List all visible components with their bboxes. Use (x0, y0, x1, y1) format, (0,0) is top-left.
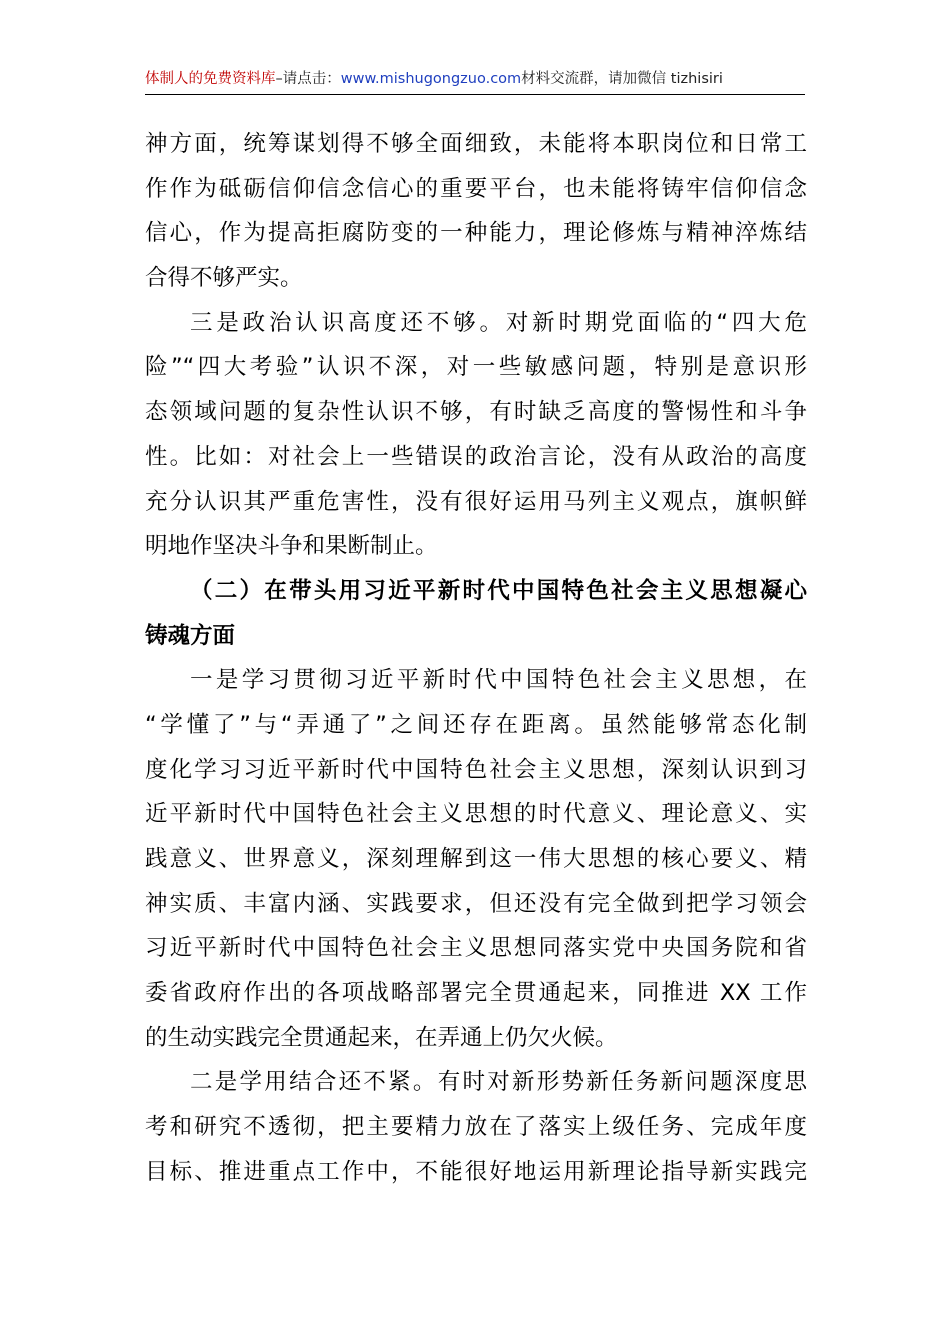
paragraph-line: 近平新时代中国特色社会主义思想的时代意义、理论意义、实 (145, 801, 807, 828)
paragraph-line: 神方面，统筹谋划得不够全面细致，未能将本职岗位和日常工 (145, 131, 807, 157)
document-body (145, 122, 807, 1195)
paragraph-line: 三是政治认识高度还不够。对新时期党面临的“四大危 (190, 309, 807, 336)
paragraph-line: 性。比如：对社会上一些错误的政治言论，没有从政治的高度 (145, 443, 807, 470)
paragraph-line: 信心，作为提高拒腐防变的一种能力，理论修炼与精神淬炼结 (145, 220, 807, 247)
paragraph-line: 合得不够严实。 (145, 265, 303, 292)
paragraph-line: 险”“四大考验”认识不深，对一些敏感问题，特别是意识形 (145, 354, 807, 381)
section-heading: （二）在带头用习近平新时代中国特色社会主义思想凝心 (190, 577, 807, 604)
header-brand[interactable]: 体制人的免费资料库 (145, 71, 276, 87)
paragraph-line: 神实质、丰富内涵、实践要求，但还没有完全做到把学习领会 (145, 890, 807, 917)
paragraph-line: 充分认识其严重危害性，没有很好运用马列主义观点，旗帜鲜 (145, 488, 807, 515)
paragraph-line: 委省政府作出的各项战略部署完全贯通起来，同推进 XX 工作 (145, 980, 807, 1007)
paragraph-line: 习近平新时代中国特色社会主义思想同落实党中央国务院和省 (145, 935, 807, 962)
paragraph-line: 一是学习贯彻习近平新时代中国特色社会主义思想，在 (190, 667, 807, 694)
paragraph-line: 考和研究不透彻，把主要精力放在了落实上级任务、完成年度 (145, 1114, 807, 1141)
header-contact-note: 材料交流群，请加微信 tizhisiri (521, 71, 723, 87)
section-heading: 铸魂方面 (145, 622, 236, 649)
paragraph-line: 度化学习习近平新时代中国特色社会主义思想，深刻认识到习 (145, 756, 807, 783)
paragraph-line: 态领域问题的复杂性认识不够，有时缺乏高度的警惕性和斗争 (145, 399, 807, 426)
paragraph-line: “学懂了”与“弄通了”之间还存在距离。虽然能够常态化制 (145, 711, 807, 738)
header-click-prompt: –请点击： (275, 71, 341, 87)
paragraph-line: 目标、推进重点工作中，不能很好地运用新理论指导新实践完 (145, 1158, 807, 1185)
paragraph-line: 践意义、世界意义，深刻理解到这一伟大思想的核心要义、精 (145, 846, 807, 872)
page-header (145, 68, 805, 95)
header-url-link[interactable]: www.mishugongzuo.com (340, 71, 522, 87)
paragraph-line: 二是学用结合还不紧。有时对新形势新任务新问题深度思 (190, 1069, 807, 1096)
paragraph-line: 作作为砥砺信仰信念信心的重要平台，也未能将铸牢信仰信念 (145, 175, 807, 202)
paragraph-line: 明地作坚决斗争和果断制止。 (145, 533, 438, 560)
paragraph-line: 的生动实践完全贯通起来，在弄通上仍欠火候。 (145, 1024, 618, 1051)
